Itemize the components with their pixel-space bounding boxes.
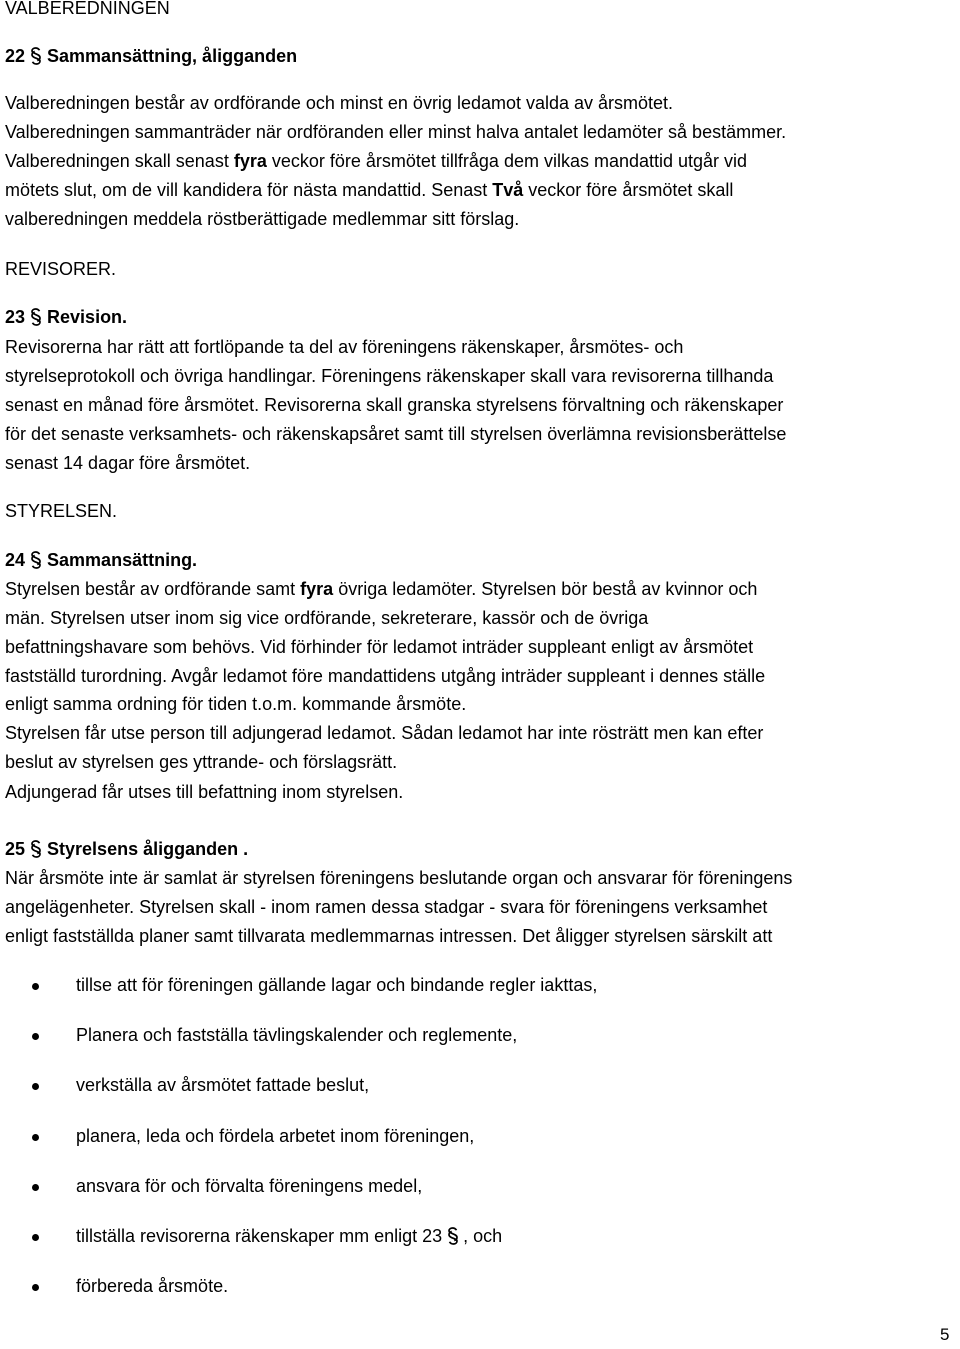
paragraph-line: för det senaste verksamhets- och räkenskapsåret samt till styrelsen överlämna revisionsberättelse [5, 424, 787, 444]
bullet-icon [32, 1184, 39, 1191]
section-sign-icon [29, 840, 43, 858]
section-sign-icon [29, 551, 43, 569]
paragraph-line: Adjungerad får utses till befattning inom styrelsen. [5, 782, 404, 802]
list-item: tillse att för föreningen gällande lagar och bindande regler iakttas, [76, 975, 598, 995]
bullet-icon [32, 1134, 39, 1141]
paragraph-line: styrelseprotokoll och övriga handlingar. Föreningens räkenskaper skall vara revisorerna tillhanda [5, 366, 774, 386]
emphasis-text: fyra [300, 579, 334, 599]
heading-valberedningen: VALBEREDNINGEN [5, 0, 170, 18]
section-23-heading [5, 303, 127, 332]
paragraph-line: När årsmöte inte är samlat är styrelsen föreningens beslutande organ och ansvarar för föreningens [5, 868, 793, 888]
list-item [76, 1222, 502, 1251]
paragraph-line: senast en månad före årsmötet. Revisorerna skall granska styrelsens förvaltning och räkenskaper [5, 395, 784, 415]
paragraph-line: angelägenheter. Styrelsen skall - inom ramen dessa stadgar - svara för föreningens verksamhet [5, 897, 768, 917]
text-run: övriga ledamöter. Styrelsen bör bestå av kvinnor och [333, 579, 758, 599]
section-number: 24 [5, 550, 26, 570]
paragraph-line: valberedningen meddela röstberättigade medlemmar sitt förslag. [5, 209, 520, 229]
bullet-icon [32, 1083, 39, 1090]
paragraph-line [5, 575, 757, 604]
paragraph-line: befattningshavare som behövs. Vid förhinder för ledamot inträder suppleant enligt av årsmötet [5, 637, 754, 657]
list-item: verkställa av årsmötet fattade beslut, [76, 1075, 370, 1095]
section-sign-icon [29, 308, 43, 326]
list-item: planera, leda och fördela arbetet inom föreningen, [76, 1126, 475, 1146]
paragraph-line: Revisorerna har rätt att fortlöpande ta del av föreningens räkenskaper, årsmötes- och [5, 337, 684, 357]
section-number: 23 [5, 307, 26, 327]
paragraph-line: Valberedningen sammanträder när ordföranden eller minst halva antalet ledamöter så bestämmer. [5, 122, 787, 142]
bullet-icon [32, 1033, 39, 1040]
paragraph-line: enligt fastställda planer samt tillvarata medlemmarnas intressen. Det åligger styrelsen särskilt att [5, 926, 773, 946]
section-title: Styrelsens åligganden . [47, 839, 249, 859]
heading-styrelsen: STYRELSEN. [5, 501, 118, 521]
section-title: Sammansättning. [47, 550, 198, 570]
paragraph-line: fastställd turordning. Avgår ledamot före mandattidens utgång inträder suppleant i dennes ställe [5, 666, 766, 686]
paragraph-line: enligt samma ordning för tiden t.o.m. kommande årsmöte. [5, 694, 467, 714]
paragraph-line: Styrelsen får utse person till adjungerad ledamot. Sådan ledamot har inte rösträtt men kan efter [5, 723, 764, 743]
section-25-heading [5, 835, 248, 864]
section-sign-icon [29, 47, 43, 65]
paragraph-line [5, 147, 747, 176]
heading-revisorer: REVISORER. [5, 259, 117, 279]
bullet-icon [32, 983, 39, 990]
paragraph-line: Valberedningen består av ordförande och minst en övrig ledamot valda av årsmötet. [5, 93, 674, 113]
section-number: 22 [5, 46, 26, 66]
list-item: Planera och fastställa tävlingskalender och reglemente, [76, 1025, 518, 1045]
paragraph-line [5, 176, 733, 205]
text-run: mötets slut, om de vill kandidera för nästa mandattid. Senast [5, 180, 493, 200]
section-title: Sammansättning, åligganden [47, 46, 298, 66]
bullet-icon [32, 1284, 39, 1291]
text-run: tillställa revisorerna räkenskaper mm enligt 23 [76, 1226, 443, 1246]
section-24-heading [5, 546, 197, 575]
page-number: 5 [940, 1325, 950, 1344]
text-run: Valberedningen skall senast [5, 151, 234, 171]
paragraph-line: män. Styrelsen utser inom sig vice ordförande, sekreterare, kassör och de övriga [5, 608, 649, 628]
emphasis-text: fyra [233, 151, 267, 171]
paragraph-line: beslut av styrelsen ges yttrande- och förslagsrätt. [5, 752, 398, 772]
section-title: Revision. [47, 307, 128, 327]
section-number: 25 [5, 839, 26, 859]
section-22-heading [5, 42, 297, 71]
text-run: veckor före årsmötet skall [523, 180, 734, 200]
text-run: veckor före årsmötet tillfråga dem vilkas mandattid utgår vid [266, 151, 748, 171]
paragraph-line: senast 14 dagar före årsmötet. [5, 453, 251, 473]
bullet-icon [32, 1234, 39, 1241]
list-item: ansvara för och förvalta föreningens medel, [76, 1176, 423, 1196]
section-sign-icon [446, 1227, 460, 1245]
text-run: , och [463, 1226, 503, 1246]
emphasis-text: Två [492, 180, 524, 200]
list-item: förbereda årsmöte. [76, 1276, 229, 1296]
text-run: Styrelsen består av ordförande samt [5, 579, 301, 599]
